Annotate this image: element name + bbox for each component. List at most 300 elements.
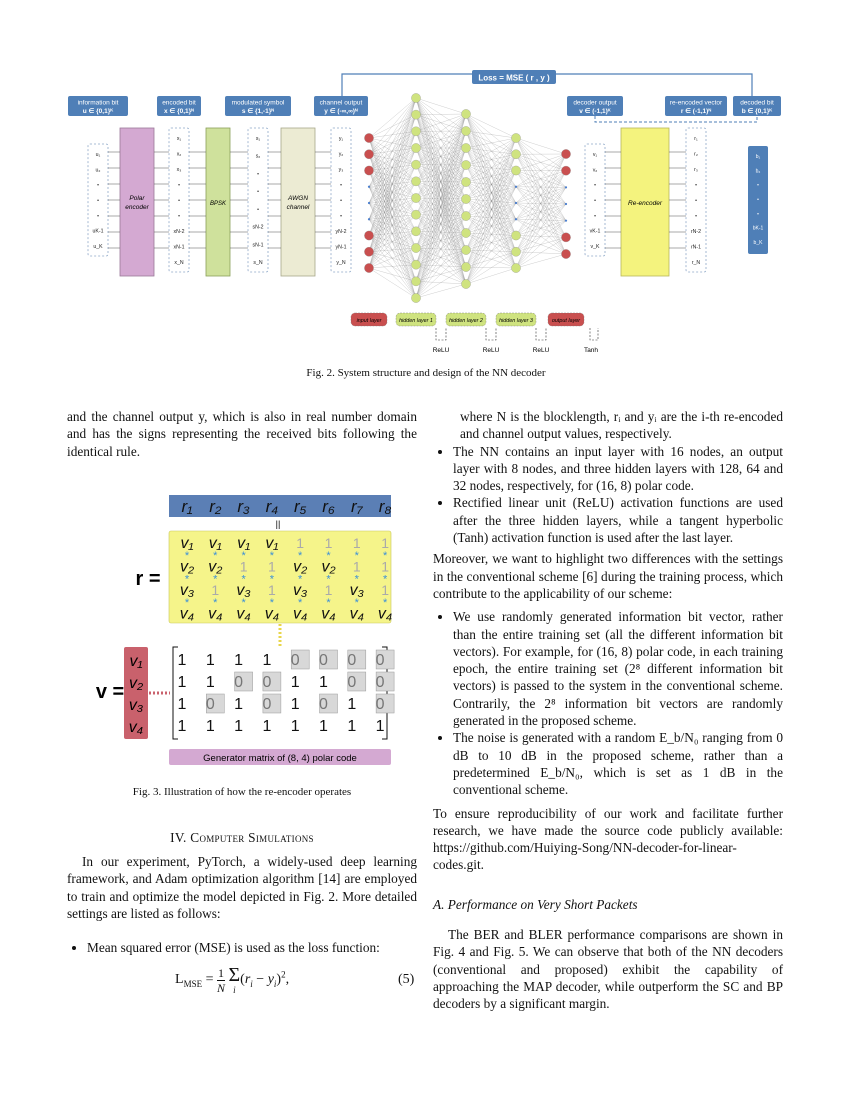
x-label: xN-1 — [173, 244, 185, 251]
matrix-cell: 0 — [319, 652, 328, 669]
nn-node — [411, 210, 420, 219]
nn-edge — [369, 198, 416, 203]
star-mark: * — [241, 573, 246, 586]
nn-node — [461, 228, 470, 237]
nn-edge — [416, 182, 466, 198]
nn-node — [511, 247, 520, 256]
activation-connector — [436, 328, 446, 340]
matrix-cell: 1 — [234, 696, 244, 713]
nn-edge — [466, 203, 516, 233]
star-mark: * — [213, 550, 218, 562]
star-mark: * — [354, 573, 359, 586]
nn-ellipsis-dot — [565, 220, 567, 222]
matrix-cell: 1 — [205, 674, 215, 691]
nn-edge — [466, 199, 516, 252]
s-label: s_N — [253, 260, 263, 266]
nn-node — [364, 231, 373, 240]
nn-edge — [466, 268, 516, 284]
b-label: b_K — [753, 240, 763, 246]
nn-edge — [416, 115, 466, 131]
nn-edge — [516, 138, 566, 187]
nn-node — [461, 126, 470, 135]
star-mark: * — [241, 597, 246, 609]
u-label: • — [97, 198, 99, 204]
bpsk-label: BPSK — [209, 201, 227, 207]
nn-node — [511, 150, 520, 159]
v-label: vK-1 — [589, 228, 601, 235]
nn-node — [411, 177, 420, 186]
nn-node — [461, 177, 470, 186]
y-label: y_N — [336, 260, 346, 266]
nn-node — [561, 149, 570, 158]
nn-ellipsis-dot — [368, 218, 370, 220]
nn-edge — [516, 204, 566, 236]
b-label: • — [757, 182, 759, 189]
nn-node — [461, 194, 470, 203]
nn-edge — [416, 98, 466, 114]
nn-node — [561, 166, 570, 175]
nn-edge — [516, 138, 566, 171]
nn-edge — [466, 138, 516, 250]
nn-node — [461, 143, 470, 152]
nn-edge — [516, 171, 566, 255]
nn-node — [461, 109, 470, 118]
nn-node — [461, 211, 470, 220]
nn-structure-bullet: • The NN contains an input layer with 16 nodes, an output layer with 8 nodes, and three hidden layers with 128, 64 and 32 nodes, respectively, for (16, 8) polar code. — [453, 443, 783, 495]
activation-label: ReLU — [482, 347, 500, 354]
y-label: • — [340, 182, 342, 189]
matrix-cell: 0 — [375, 696, 385, 713]
r-header-cell: r₁ — [181, 497, 193, 516]
yellow-cell: v₁ — [208, 535, 222, 552]
nn-edge — [466, 114, 516, 219]
top-label-line2: x ∈ {0,1}ᴺ — [164, 108, 194, 115]
nn-node — [511, 231, 520, 240]
nn-edge — [416, 114, 466, 181]
matrix-cell: 1 — [347, 718, 357, 735]
nn-edge — [466, 154, 516, 284]
nn-node — [364, 263, 373, 272]
nn-edge — [416, 231, 466, 284]
nn-edge — [516, 171, 566, 268]
nn-edge — [466, 131, 516, 219]
top-label-line2: u ∈ {0,1}ᴷ — [82, 108, 114, 115]
r-header-cell: r₈ — [378, 497, 392, 516]
nn-edge — [466, 148, 516, 219]
yellow-cell: v₁ — [180, 535, 194, 552]
nn-edge — [466, 114, 516, 268]
nn-edge — [416, 148, 466, 199]
nn-edge — [516, 154, 566, 204]
top-label-line2: s ∈ {1,-1}ᴺ — [241, 108, 275, 115]
r-header-cell: r₇ — [350, 497, 363, 516]
yellow-cell: v₄ — [321, 605, 336, 623]
yellow-cell: v₃ — [236, 582, 251, 599]
nn-edge — [416, 115, 466, 199]
nn-edge — [416, 148, 466, 250]
x-label: xN-2 — [173, 229, 185, 235]
noise-bullet: • The noise is generated with a random E_b/N₀ ranging from 0 dB to 10 dB in the proposed scheme, rather than a predetermined E_b/N₀, which is set as 1 dB in the conventional scheme. — [453, 729, 783, 798]
nn-edge — [416, 148, 466, 298]
star-mark: * — [269, 597, 275, 609]
performance-paragraph: The BER and BLER performance comparisons are shown in Fig. 4 and Fig. 5. We can observe that both of the NN decoders (conventional and proposed) exhibit the capability of approaching the MAP decoder, while outperform the SC and BP decoders by a significant margin. — [433, 927, 783, 1012]
matrix-cell: 0 — [290, 652, 300, 669]
nn-edge — [466, 148, 516, 187]
simulation-text: In our experiment, PyTorch, a widely-used deep learning framework, and Adam optimization algorithm [14] are employed to train and optimize the model depicted in Fig. 2. More detailed settings are listed as follows: — [67, 854, 417, 921]
nn-edge — [466, 165, 516, 203]
x-label: • — [178, 198, 180, 204]
nn-edge — [516, 187, 566, 203]
s-label: sN-2 — [252, 224, 264, 231]
top-label-line1: channel output — [319, 99, 363, 107]
y-label: yN-1 — [335, 244, 347, 251]
y-label: y₂ — [338, 151, 344, 158]
layer-label: hidden layer 3 — [499, 318, 533, 324]
nn-edge — [369, 252, 416, 265]
s-label: sN-1 — [252, 242, 264, 249]
v-entry: v₃ — [128, 697, 144, 714]
nn-node — [461, 262, 470, 271]
nn-edge — [416, 216, 466, 231]
star-mark: * — [382, 550, 388, 562]
yellow-cell: v₂ — [293, 558, 308, 576]
nn-edge — [466, 187, 516, 199]
activation-label: Tanh — [583, 347, 599, 354]
yellow-cell: v₃ — [179, 582, 195, 599]
yellow-cell: v₄ — [292, 605, 308, 623]
nn-edge — [516, 154, 566, 236]
nn-edge — [369, 219, 416, 231]
nn-edge — [466, 114, 516, 154]
nn-edge — [369, 154, 416, 264]
nn-edge — [466, 138, 516, 148]
nn-node — [511, 166, 520, 175]
nn-edge — [466, 203, 516, 284]
top-label-line1: decoder output — [573, 99, 617, 107]
layer-label: input layer — [356, 318, 382, 324]
s-dashed-box — [248, 128, 268, 272]
mse-equation — [175, 965, 375, 995]
nn-edge — [466, 131, 516, 236]
nn-node — [411, 127, 420, 136]
awgn-label-2: channel — [286, 204, 310, 211]
r-label: • — [695, 182, 697, 189]
nn-edge — [516, 154, 566, 254]
nn-edge — [516, 154, 566, 170]
yellow-cell: v₁ — [265, 535, 279, 552]
nn-ellipsis-dot — [565, 203, 567, 205]
x-label: • — [178, 213, 180, 220]
b-label: b₂ — [755, 168, 761, 175]
activation-connector — [536, 328, 546, 340]
star-mark: * — [269, 550, 275, 562]
matrix-cell: 1 — [262, 718, 272, 735]
figure-2-system-diagram — [62, 66, 790, 358]
matrix-cell: 1 — [177, 674, 187, 691]
nn-node — [411, 293, 420, 302]
loss-label: Loss = MSE ( r , y ) — [478, 73, 550, 83]
star-mark: * — [382, 597, 388, 609]
matrix-cell: 0 — [375, 652, 385, 669]
s-label: • — [257, 171, 259, 178]
matrix-cell: 1 — [205, 718, 215, 735]
nn-edge — [416, 216, 466, 298]
nn-node — [411, 160, 420, 169]
nn-edge — [416, 165, 466, 181]
layer-label: output layer — [551, 318, 581, 324]
star-mark: * — [354, 550, 359, 562]
yellow-cell: 1 — [324, 582, 333, 598]
figure-2-caption: Fig. 2. System structure and design of the NN decoder — [306, 367, 546, 379]
star-mark: * — [326, 573, 331, 586]
star-mark: * — [184, 573, 190, 586]
nn-ellipsis-dot — [515, 218, 517, 220]
r-header-cell: r₄ — [265, 497, 279, 516]
nn-node — [561, 249, 570, 258]
nn-edge — [416, 181, 466, 267]
nn-ellipsis-dot — [515, 202, 517, 204]
v-entry: v₁ — [129, 653, 143, 670]
nn-node — [411, 93, 420, 102]
nn-edge — [516, 252, 566, 254]
top-label-line2: y ∈ (-∞,∞)ᴺ — [324, 108, 358, 115]
nn-edge — [369, 252, 416, 282]
equation-number: (5) — [398, 972, 415, 987]
x-label: x₁ — [176, 136, 182, 142]
nn-edge — [416, 98, 466, 148]
nn-edge — [516, 154, 566, 171]
r-header-cell: r₃ — [237, 497, 250, 516]
nn-edge — [416, 248, 466, 267]
yellow-cell: 1 — [381, 535, 389, 551]
star-mark: * — [213, 573, 218, 586]
activation-connector — [486, 328, 496, 340]
r-label: r₂ — [694, 151, 698, 158]
random-bits-bullet: • We use randomly generated information bit vector, rather than the entire training set (all the different information bit vectors). For example, for (16, 8) polar code, in each training epoch, the entire training set (2⁸ different information bit vectors) is passed to the system in the conventional scheme. Contrarily, the 2⁸ information bit vectors are randomly generated in the proposed scheme. — [453, 608, 783, 729]
matrix-label: Generator matrix of (8, 4) polar code — [203, 753, 357, 764]
b-label: • — [757, 211, 759, 218]
u-label: uK-1 — [92, 228, 104, 235]
nn-edge — [466, 203, 516, 267]
nn-edge — [516, 204, 566, 219]
star-mark: * — [241, 550, 246, 562]
nn-edge — [516, 187, 566, 219]
star-mark: * — [269, 573, 275, 586]
nn-node — [411, 260, 420, 269]
nn-edge — [516, 138, 566, 237]
star-mark: * — [354, 597, 359, 609]
matrix-cell: 1 — [319, 718, 328, 735]
yellow-cell: v₂ — [179, 558, 195, 576]
nn-node — [411, 143, 420, 152]
nn-node — [411, 277, 420, 286]
yellow-cell: 1 — [211, 582, 220, 598]
nn-edge — [416, 233, 466, 248]
nn-edge — [466, 171, 516, 234]
star-mark: * — [382, 573, 388, 586]
s-label: • — [257, 206, 259, 213]
v-label: v₁ — [592, 152, 598, 158]
yellow-cell: 1 — [268, 582, 276, 598]
nn-edge — [369, 231, 416, 235]
figure-3-reencoder-illustration — [95, 493, 400, 771]
r-header-cell: r₆ — [322, 497, 335, 516]
activation-label: ReLU — [532, 347, 550, 354]
nn-edge — [416, 284, 466, 298]
subsection-heading: A. Performance on Very Short Packets — [433, 896, 638, 912]
nn-ellipsis-dot — [515, 186, 517, 188]
nn-edge — [516, 154, 566, 187]
matrix-cell: 0 — [375, 674, 385, 691]
nn-edge — [466, 138, 516, 216]
matrix-cell: 0 — [234, 674, 244, 691]
nn-edge — [466, 165, 516, 171]
yellow-cell: 1 — [381, 582, 389, 598]
b-label: bK-1 — [752, 225, 764, 232]
nn-edge — [369, 148, 416, 203]
loss-bullet — [67, 939, 417, 956]
nn-edge — [416, 114, 466, 131]
v-label: • — [594, 213, 596, 220]
layer-label: hidden layer 2 — [449, 318, 483, 324]
u-label: • — [97, 213, 99, 220]
nn-edge — [416, 165, 466, 182]
nn-edge — [516, 221, 566, 236]
nn-edge — [466, 187, 516, 250]
nn-edge — [416, 114, 466, 248]
matrix-cell: 1 — [262, 652, 272, 669]
nn-edge — [466, 171, 516, 183]
awgn-block — [281, 128, 315, 276]
reproducibility-paragraph: To ensure reproducibility of our work and facilitate further research, we have made the source code publicly available: https://github.com/Huiying-Song/NN-decoder-for-linear-codes.git. — [433, 805, 783, 873]
nn-edge — [416, 215, 466, 267]
star-mark: * — [326, 550, 331, 562]
nn-node — [511, 263, 520, 272]
yellow-cell: v₁ — [237, 535, 251, 552]
nn-edge — [369, 187, 416, 265]
nn-edge — [466, 114, 516, 252]
nn-node — [461, 160, 470, 169]
nn-edge — [369, 98, 416, 203]
nn-node — [411, 110, 420, 119]
nn-edge — [516, 138, 566, 221]
nn-node — [461, 245, 470, 254]
equation-rendered: $L_{MSE}$ = $\frac{1}{N}$ Σ i $(r_i - y_i)^2$, — [175, 964, 290, 995]
matrix-cell: 1 — [290, 674, 300, 691]
nn-edge — [516, 187, 566, 204]
nn-edge — [416, 233, 466, 265]
equals-sign: || — [275, 519, 281, 529]
nn-node — [364, 166, 373, 175]
nn-edge — [466, 148, 516, 236]
nn-edge — [416, 199, 466, 215]
yellow-cell: v₃ — [293, 582, 308, 599]
nn-edge — [369, 98, 416, 236]
matrix-cell: 1 — [319, 674, 328, 691]
nn-edge — [369, 265, 416, 268]
nn-edge — [369, 138, 416, 248]
yellow-cell: v₄ — [236, 605, 251, 623]
top-label-line2: v ∈ (-1,1)ᴷ — [579, 108, 611, 115]
nn-edge — [369, 138, 416, 265]
where-line: where N is the blocklength, rᵢ and yᵢ are the i-th re-encoded and channel output values, respectively. — [460, 409, 783, 442]
y-label: • — [340, 213, 342, 220]
top-label-line1: information bit — [77, 99, 119, 107]
activation-label: ReLU — [432, 347, 450, 354]
top-label-line1: re-encoded vector — [669, 99, 723, 107]
nn-edge — [369, 165, 416, 171]
nn-node — [364, 150, 373, 159]
yellow-cell: 1 — [352, 535, 361, 551]
r-label: • — [695, 198, 697, 204]
r-header-cell: r₂ — [209, 497, 222, 516]
matrix-cell: 1 — [375, 718, 385, 735]
nn-edge — [369, 98, 416, 154]
v-symbol: v = — [95, 681, 125, 703]
y-label: • — [340, 198, 342, 204]
layer-label: hidden layer 1 — [399, 318, 433, 324]
u-label: u₁ — [95, 152, 101, 158]
b-label: b₁ — [755, 154, 761, 160]
v-label: • — [594, 182, 596, 189]
activation-connector — [590, 328, 598, 340]
nn-edge — [369, 98, 416, 138]
yellow-cell: v₄ — [179, 605, 195, 623]
nn-edge — [516, 154, 566, 237]
simulation-paragraph — [67, 853, 417, 922]
star-mark: * — [298, 550, 303, 562]
nn-edge — [369, 215, 416, 220]
nn-edge — [466, 114, 516, 171]
star-mark: * — [326, 597, 331, 609]
r-label: rN-2 — [690, 229, 702, 235]
matrix-cell: 1 — [290, 718, 300, 735]
u-label: • — [97, 182, 99, 189]
matrix-cell: 1 — [177, 652, 187, 669]
yellow-cell: v₂ — [208, 558, 223, 576]
x-label: x₂ — [176, 151, 182, 158]
matrix-cell: 0 — [347, 652, 357, 669]
activation-bullet: • Rectified linear unit (ReLU) activation functions are used after the three hidden layers, while a tangent hyperbolic (Tanh) activation function is used after the last layer. — [453, 494, 783, 546]
yellow-cell: v₄ — [264, 605, 280, 623]
b-label: • — [757, 197, 759, 203]
left-intro-paragraph — [67, 408, 417, 460]
right-column — [433, 408, 783, 1013]
top-label-line1: encoded bit — [162, 99, 196, 107]
yellow-cell: v₃ — [349, 582, 364, 599]
yellow-cell: 1 — [239, 558, 248, 575]
s-label: • — [257, 189, 259, 196]
nn-edge — [369, 268, 416, 281]
nn-node — [364, 247, 373, 256]
top-label-line1: decoded bit — [740, 99, 774, 107]
yellow-cell: 1 — [296, 535, 305, 551]
v-label: • — [594, 198, 596, 204]
r-header-cell: r₅ — [293, 497, 307, 516]
nn-edge — [516, 154, 566, 187]
x-label: x_N — [174, 260, 184, 266]
y-label: y₁ — [338, 136, 344, 142]
nn-edge — [369, 115, 416, 171]
yellow-cell: 1 — [352, 558, 361, 575]
mse-bullet-text: • Mean squared error (MSE) is used as the loss function: — [87, 939, 417, 956]
nn-edge — [416, 233, 466, 298]
nn-node — [411, 193, 420, 202]
nn-edge — [516, 203, 566, 221]
nn-edge — [416, 265, 466, 284]
star-mark: * — [298, 597, 303, 609]
polar-encoder-block — [120, 128, 154, 276]
